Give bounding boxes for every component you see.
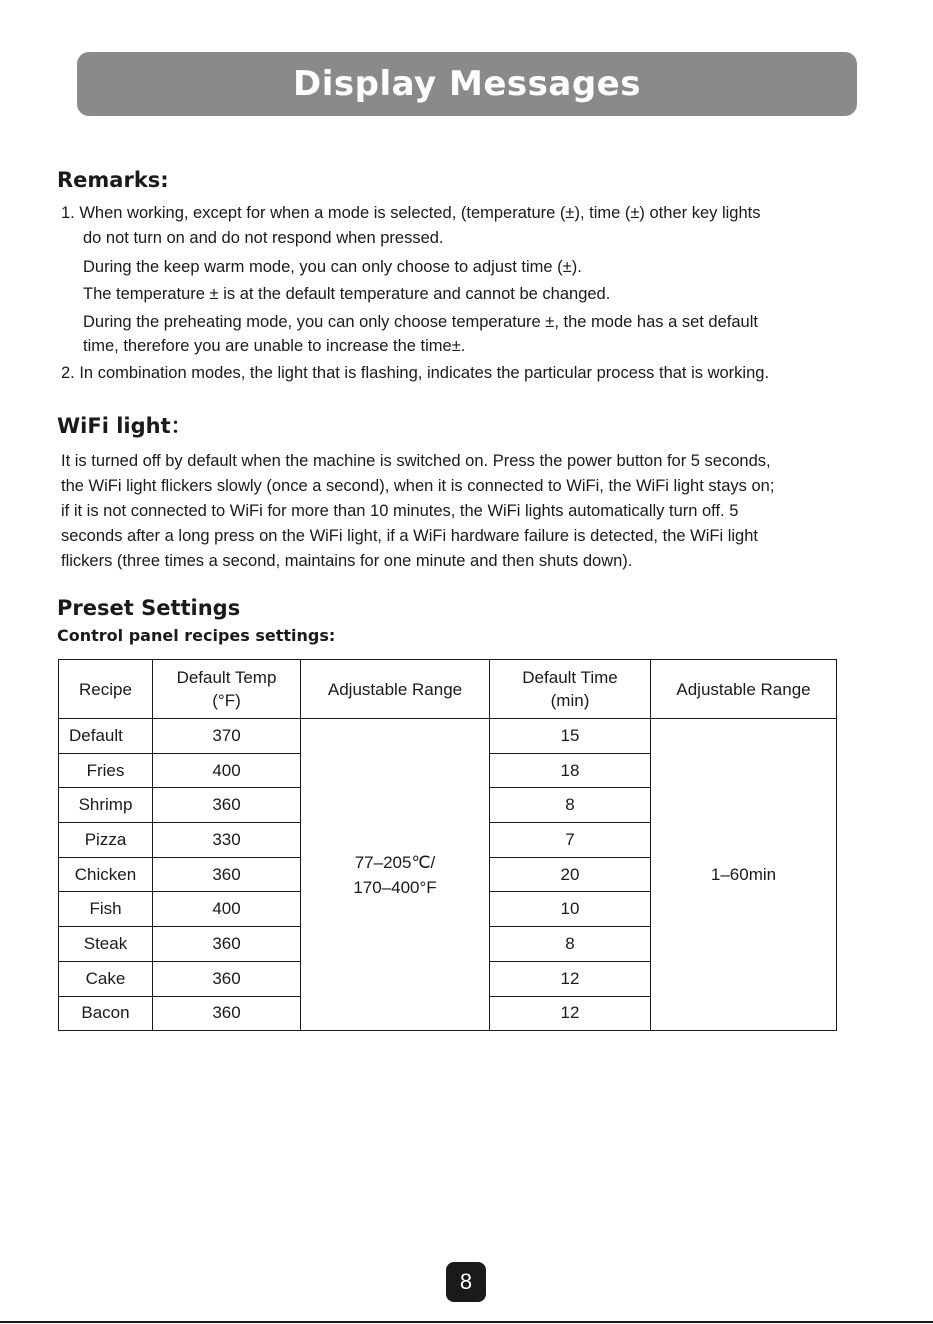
header-default-time-line2: (min) xyxy=(550,691,590,710)
time-cell: 12 xyxy=(490,961,651,996)
table-row xyxy=(59,719,837,754)
wifi-line: seconds after a long press on the WiFi light, if a WiFi hardware failure is detected, the WiFi light xyxy=(61,527,758,545)
recipe-cell: Bacon xyxy=(59,996,153,1031)
recipe-cell: Steak xyxy=(59,927,153,962)
temp-cell: 360 xyxy=(153,961,301,996)
preset-heading: Preset Settings xyxy=(57,596,241,620)
temp-cell: 330 xyxy=(153,823,301,858)
time-cell: 8 xyxy=(490,788,651,823)
time-cell: 10 xyxy=(490,892,651,927)
time-cell: 8 xyxy=(490,927,651,962)
temp-cell: 360 xyxy=(153,788,301,823)
page-title: Display Messages xyxy=(293,64,641,104)
recipe-cell: Pizza xyxy=(59,823,153,858)
remarks-line: do not turn on and do not respond when pressed. xyxy=(83,229,444,247)
header-time-adjustable-range: Adjustable Range xyxy=(651,660,837,719)
remarks-line: During the keep warm mode, you can only choose to adjust time (±). xyxy=(83,258,582,276)
recipe-cell: Fries xyxy=(59,753,153,788)
header-default-temp-line1: Default Temp xyxy=(176,668,277,687)
temp-cell: 400 xyxy=(153,892,301,927)
header-default-time xyxy=(490,660,651,719)
remarks-line: During the preheating mode, you can only choose temperature ±, the mode has a set default xyxy=(83,313,758,331)
bottom-divider xyxy=(0,1321,933,1323)
page-number: 8 xyxy=(459,1269,473,1294)
title-banner xyxy=(77,52,857,116)
page-number-badge xyxy=(446,1262,486,1302)
recipe-cell: Fish xyxy=(59,892,153,927)
wifi-line: the WiFi light flickers slowly (once a second), when it is connected to WiFi, the WiFi light stays on; xyxy=(61,477,775,495)
table-header-row xyxy=(59,660,837,719)
remarks-heading: Remarks: xyxy=(57,168,169,192)
recipe-cell: Chicken xyxy=(59,857,153,892)
temp-range-line1: 77–205℃/ xyxy=(354,852,436,872)
temp-range-line2: 170–400°F xyxy=(353,877,437,897)
temp-cell: 360 xyxy=(153,927,301,962)
temp-cell: 370 xyxy=(153,719,301,754)
temp-cell: 400 xyxy=(153,753,301,788)
recipe-cell: Shrimp xyxy=(59,788,153,823)
temp-range-cell xyxy=(301,719,490,1031)
temp-cell: 360 xyxy=(153,996,301,1031)
temp-cell: 360 xyxy=(153,857,301,892)
preset-subheading: Control panel recipes settings: xyxy=(57,626,336,645)
remarks-line: The temperature ± is at the default temperature and cannot be changed. xyxy=(83,285,611,303)
remarks-line: 2. In combination modes, the light that is flashing, indicates the particular process that is working. xyxy=(61,364,770,382)
remarks-line: 1. When working, except for when a mode is selected, (temperature (±), time (±) other key lights xyxy=(61,204,761,222)
header-default-temp xyxy=(153,660,301,719)
time-cell: 15 xyxy=(490,719,651,754)
time-cell: 18 xyxy=(490,753,651,788)
wifi-heading: WiFi light： xyxy=(57,414,192,438)
time-cell: 7 xyxy=(490,823,651,858)
time-cell: 12 xyxy=(490,996,651,1031)
recipe-cell: Cake xyxy=(59,961,153,996)
time-cell: 20 xyxy=(490,857,651,892)
header-temp-adjustable-range: Adjustable Range xyxy=(301,660,490,719)
time-range-cell: 1–60min xyxy=(651,719,837,1031)
wifi-line: if it is not connected to WiFi for more than 10 minutes, the WiFi lights automatically turn off. 5 xyxy=(61,502,739,520)
header-default-temp-line2: (°F) xyxy=(212,691,241,710)
recipe-cell: Default xyxy=(59,719,153,754)
wifi-line: flickers (three times a second, maintains for one minute and then shuts down). xyxy=(61,552,633,570)
header-default-time-line1: Default Time xyxy=(522,668,618,687)
remarks-line: time, therefore you are unable to increase the time±. xyxy=(83,337,466,355)
header-recipe: Recipe xyxy=(59,660,153,719)
wifi-line: It is turned off by default when the machine is switched on. Press the power button for 5 seconds, xyxy=(61,452,771,470)
recipe-settings-table xyxy=(58,659,837,1031)
